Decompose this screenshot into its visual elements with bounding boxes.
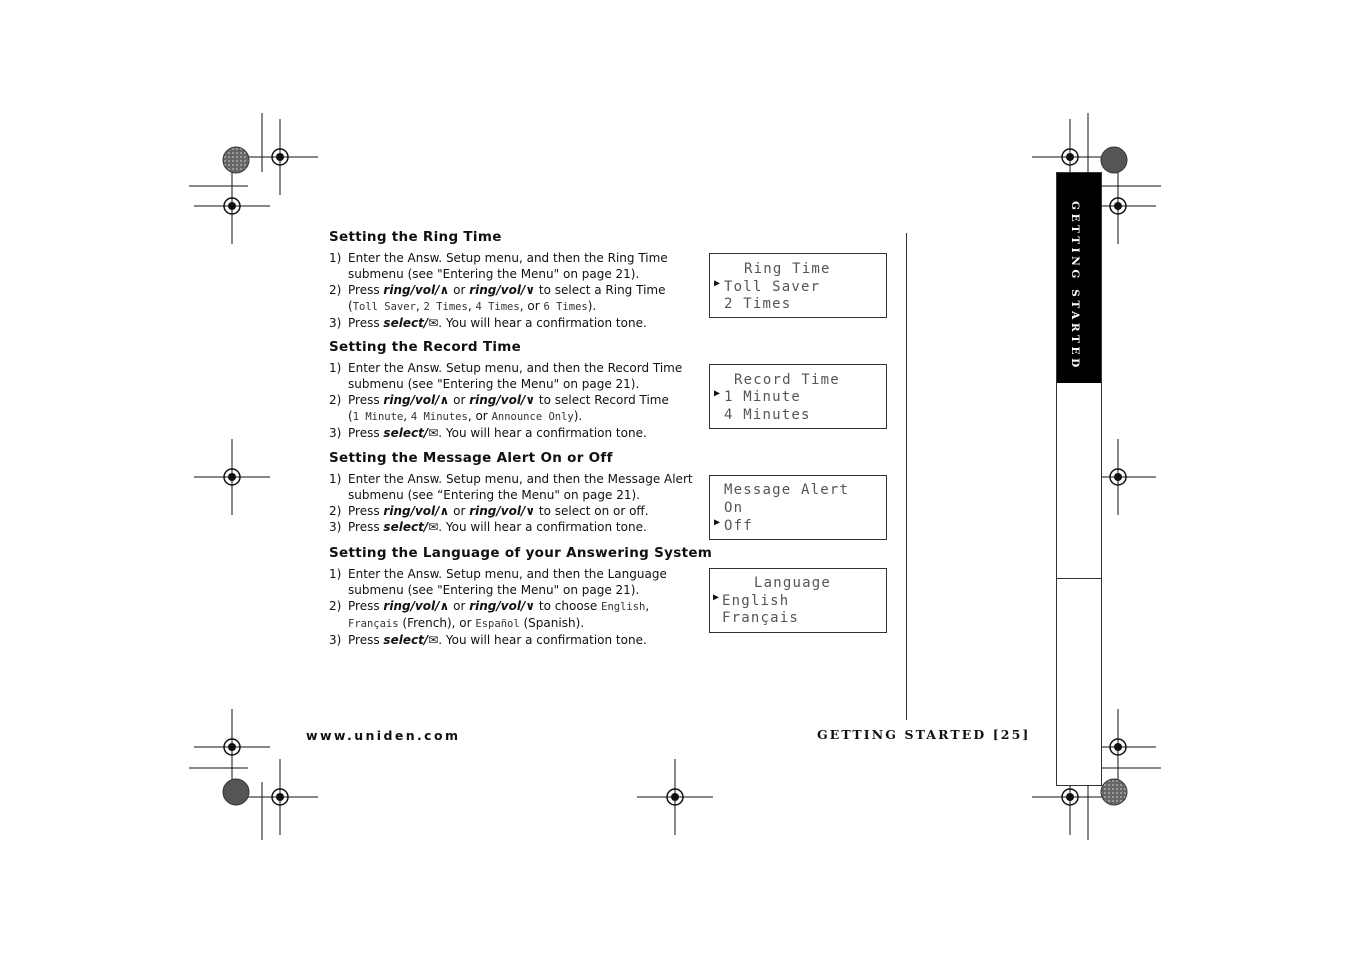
column-divider [906, 233, 907, 720]
step-1: 1) Enter the Answ. Setup menu, and then the Language submenu (see "Entering the Menu" on page 21). [329, 567, 667, 597]
section-ring-time [329, 229, 701, 331]
footer-page-label: GETTING STARTED [25] [817, 727, 1031, 742]
caret-up-icon: ∧ [439, 504, 450, 518]
lcd-record-time [709, 364, 887, 429]
side-tab-divider [1057, 578, 1101, 579]
envelope-icon: ✉ [428, 633, 439, 647]
envelope-icon: ✉ [428, 426, 439, 440]
step-3: 3) Press select/✉. You will hear a confirmation tone. [329, 426, 647, 440]
select-key: select/ [383, 520, 429, 534]
step-1: 1) Enter the Answ. Setup menu, and then the Message Alert submenu (see “Entering the Menu" on page 21). [329, 472, 693, 502]
step-1: 1) Enter the Answ. Setup menu, and then the Record Time submenu (see "Entering the Menu" on page 21). [329, 361, 683, 391]
lcd-row: Toll Saver [724, 279, 821, 295]
lcd-row: 1 Minute [724, 389, 802, 405]
triangle-right-icon: ▶ [714, 388, 721, 399]
lcd-row: 4 Minutes [724, 407, 811, 423]
ring-vol-up-key: ring/vol/∧ [383, 393, 450, 407]
step-3: 3) Press select/✉. You will hear a confirmation tone. [329, 520, 647, 534]
lcd-row: 2 Times [724, 296, 792, 312]
lcd-message-alert [709, 475, 887, 540]
lcd-language [709, 568, 887, 633]
section-title: Setting the Ring Time [329, 229, 502, 245]
section-title: Setting the Language of your Answering System [329, 545, 713, 561]
section-record-time [329, 339, 701, 441]
lcd-title: Message Alert [724, 482, 850, 498]
step-3: 3) Press select/✉. You will hear a confirmation tone. [329, 633, 647, 647]
side-tab-label: GETTING STARTED [1069, 201, 1081, 371]
ring-vol-down-key: ring/vol/∨ [469, 504, 536, 518]
section-title: Setting the Message Alert On or Off [329, 450, 613, 466]
ring-vol-down-key: ring/vol/∨ [469, 393, 536, 407]
side-tab [1056, 172, 1102, 786]
select-key: select/ [383, 633, 429, 647]
step-2: 2) Press ring/vol/∧ or ring/vol/∨ to select a Ring Time (Toll Saver, 2 Times, 4 Times, or 6 Times). [329, 283, 666, 313]
lcd-row: Français [722, 610, 800, 626]
caret-up-icon: ∧ [439, 283, 450, 297]
lcd-title: Ring Time [744, 261, 831, 277]
footer-website: www.uniden.com [306, 728, 461, 743]
lcd-title: Language [754, 575, 832, 591]
select-key: select/ [383, 316, 429, 330]
lcd-row: English [722, 593, 790, 609]
section-title: Setting the Record Time [329, 339, 522, 355]
ring-vol-up-key: ring/vol/∧ [383, 283, 450, 297]
caret-down-icon: ∨ [525, 504, 536, 518]
caret-up-icon: ∧ [439, 393, 450, 407]
step-3: 3) Press select/✉. You will hear a confirmation tone. [329, 316, 647, 330]
ring-vol-up-key: ring/vol/∧ [383, 599, 450, 613]
envelope-icon: ✉ [428, 520, 439, 534]
lcd-row: Off [724, 518, 753, 534]
step-1: 1) Enter the Answ. Setup menu, and then the Ring Time submenu (see "Entering the Menu" on page 21). [329, 251, 668, 281]
caret-down-icon: ∨ [525, 283, 536, 297]
triangle-right-icon: ▶ [714, 517, 721, 528]
ring-vol-up-key: ring/vol/∧ [383, 504, 450, 518]
step-2: 2) Press ring/vol/∧ or ring/vol/∨ to select on or off. [329, 504, 649, 518]
section-language [329, 545, 713, 648]
step-2: 2) Press ring/vol/∧ or ring/vol/∨ to choose English, Français (French), or Español (Spanish). [329, 599, 650, 630]
envelope-icon: ✉ [428, 316, 439, 330]
caret-up-icon: ∧ [439, 599, 450, 613]
lcd-row: On [724, 500, 744, 516]
ring-vol-down-key: ring/vol/∨ [469, 599, 536, 613]
caret-down-icon: ∨ [525, 599, 536, 613]
lcd-title: Record Time [734, 372, 840, 388]
triangle-right-icon: ▶ [714, 278, 721, 289]
select-key: select/ [383, 426, 429, 440]
section-message-alert [329, 450, 701, 535]
ring-vol-down-key: ring/vol/∨ [469, 283, 536, 297]
lcd-ring-time [709, 253, 887, 318]
triangle-right-icon: ▶ [713, 592, 720, 603]
step-2: 2) Press ring/vol/∧ or ring/vol/∨ to select Record Time (1 Minute, 4 Minutes, or Announce Only). [329, 393, 669, 423]
caret-down-icon: ∨ [525, 393, 536, 407]
